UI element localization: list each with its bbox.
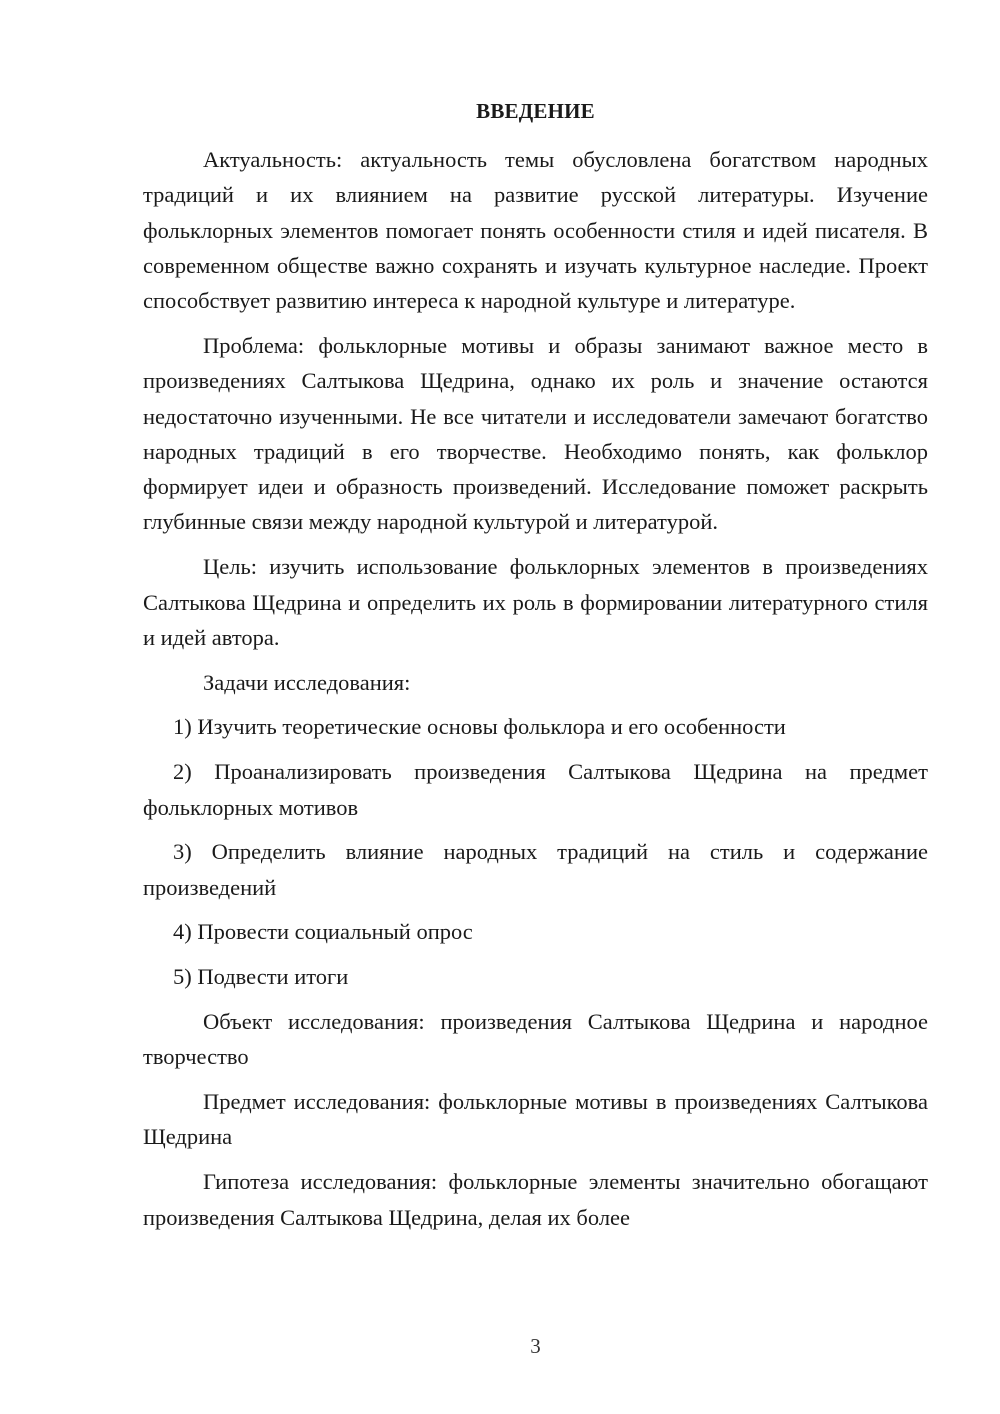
task-item-3: 3) Определить влияние народных традиций на стиль и содержание произведений xyxy=(143,839,928,900)
document-body xyxy=(143,142,928,1244)
task-item-2: 2) Проанализировать произведения Салтыкова Щедрина на предмет фольклорных мотивов xyxy=(143,759,928,820)
paragraph-object: Объект исследования: произведения Салтыкова Щедрина и народное творчество xyxy=(143,1009,928,1070)
paragraph-problem: Проблема: фольклорные мотивы и образы занимают важное место в произведениях Салтыкова Щедрина, однако их роль и значение остаются недостаточно изученными. Не все читатели и исследователи замечают богатство народных традиций в его творчестве. Необходимо понять, как фольклор формирует идеи и образность произведений. Исследование поможет раскрыть глубинные связи между народной культурой и литературой. xyxy=(143,332,928,535)
task-item-5: 5) Подвести итоги xyxy=(173,964,349,990)
page-number: 3 xyxy=(530,1334,541,1358)
paragraph-relevance: Актуальность: актуальность темы обусловлена богатством народных традиций и их влиянием на развитие русской литературы. Изучение фольклорных элементов помогает понять особенности стиля и идей писателя. В современном обществе важно сохранять и изучать культурное наследие. Проект способствует развитию интереса к народной культуре и литературе. xyxy=(143,147,928,314)
task-item-1: 1) Изучить теоретические основы фольклора и его особенности xyxy=(173,714,786,740)
paragraph-goal: Цель: изучить использование фольклорных элементов в произведениях Салтыкова Щедрина и определить их роль в формировании литературного стиля и идей автора. xyxy=(143,554,928,650)
tasks-heading: Задачи исследования: xyxy=(203,669,411,695)
task-item-4: 4) Провести социальный опрос xyxy=(173,919,473,945)
document-page xyxy=(143,0,928,1414)
paragraph-subject: Предмет исследования: фольклорные мотивы в произведениях Салтыкова Щедрина xyxy=(143,1089,928,1150)
paragraph-hypothesis: Гипотеза исследования: фольклорные элементы значительно обогащают произведения Салтыкова Щедрина, делая их более xyxy=(143,1169,928,1230)
page-title: ВВЕДЕНИЕ xyxy=(476,99,595,123)
